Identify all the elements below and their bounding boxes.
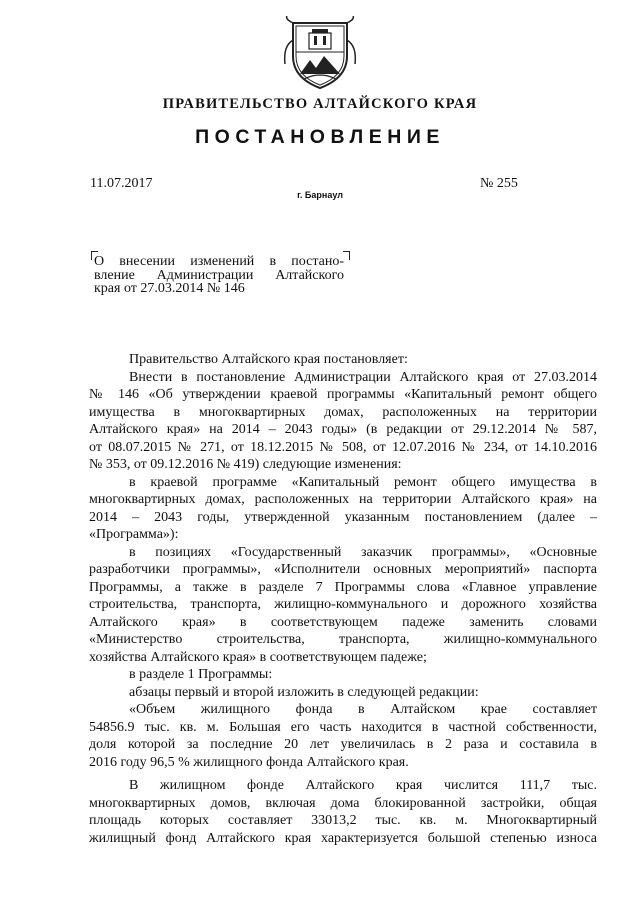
body-line: разработчики программы», «Исполнители основных мероприятий» паспорта bbox=[89, 562, 597, 577]
body-line: «Программа»): bbox=[89, 527, 179, 542]
body-line: «Объем жилищного фонда в Алтайском крае составляет bbox=[129, 702, 597, 717]
subject-line: вление Администрации Алтайского bbox=[94, 267, 344, 283]
body-line: Внести в постановление Администрации Алтайского края от 27.03.2014 bbox=[129, 369, 597, 385]
coat-of-arms-icon bbox=[280, 16, 360, 92]
document-subject bbox=[94, 255, 344, 296]
body-line: хозяйства Алтайского края» в соответствующем падеже; bbox=[89, 649, 427, 665]
body-line: доля которой за последние 20 лет увеличилась в 2 раза и составила в bbox=[89, 737, 597, 752]
body-line: Алтайского края» в соответствующем падеже заменить словами bbox=[89, 614, 597, 630]
subject-line: края от 27.03.2014 № 146 bbox=[94, 281, 245, 296]
body-line: строительства, транспорта, жилищно-коммунального и дорожного хозяйства bbox=[89, 597, 597, 612]
body-line: многоквартирных домах, расположенных на территории Алтайского края» на bbox=[89, 492, 597, 507]
body-line: площадь которых составляет 33013,2 тыс. кв. м. Многоквартирный bbox=[89, 813, 597, 828]
body-line: «Министерство строительства, транспорта, жилищно-коммунального bbox=[89, 632, 597, 647]
document-body bbox=[89, 351, 597, 847]
document-number: № 255 bbox=[480, 176, 518, 191]
body-line: В жилищном фонде Алтайского края числится 111,7 тыс. bbox=[129, 778, 597, 793]
body-line: 54856.9 тыс. кв. м. Большая его часть находится в частной собственности, bbox=[89, 719, 597, 735]
subject-bracket-right bbox=[343, 251, 350, 260]
body-line: абзацы первый и второй изложить в следующей редакции: bbox=[129, 684, 479, 700]
body-line: № 146 «Об утверждении краевой программы «Капитальный ремонт общего bbox=[89, 387, 597, 402]
body-line: в разделе 1 Программы: bbox=[129, 667, 273, 682]
body-line: в краевой программе «Капитальный ремонт общего имущества в bbox=[129, 474, 597, 490]
body-line: 2014 – 2043 годы, утвержденной указанным постановлением (далее – bbox=[89, 509, 597, 525]
body-line: Алтайского края» на 2014 – 2043 годы» (в редакции от 29.12.2014 № 587, bbox=[89, 422, 597, 437]
body-line: жилищный фонд Алтайского края характеризуется большой степенью износа bbox=[89, 830, 597, 846]
document-date: 11.07.2017 bbox=[90, 176, 153, 191]
body-line: 2016 году 96,5 % жилищного фонда Алтайского края. bbox=[89, 754, 409, 770]
subject-line: О внесении изменений в постано- bbox=[94, 254, 344, 269]
body-line: имущества в многоквартирных домах, расположенных на территории bbox=[89, 404, 597, 420]
document-city: г. Барнаул bbox=[297, 190, 343, 200]
body-line: многоквартирных домов, включая дома блокированной застройки, общая bbox=[89, 795, 597, 811]
body-line: Правительство Алтайского края постановляет: bbox=[129, 352, 408, 367]
body-line: в позициях «Государственный заказчик программы», «Основные bbox=[129, 544, 597, 560]
body-line: от 08.07.2015 № 271, от 18.12.2015 № 508, от 12.07.2016 № 234, от 14.10.2016 bbox=[89, 439, 597, 455]
body-line: Программы, а также в разделе 7 Программы слова «Главное управление bbox=[89, 579, 597, 595]
document-type-title: ПОСТАНОВЛЕНИЕ bbox=[195, 126, 445, 148]
body-line: № 353, от 09.12.2016 № 419) следующие изменения: bbox=[89, 457, 402, 472]
organization-title: ПРАВИТЕЛЬСТВО АЛТАЙСКОГО КРАЯ bbox=[162, 96, 478, 112]
